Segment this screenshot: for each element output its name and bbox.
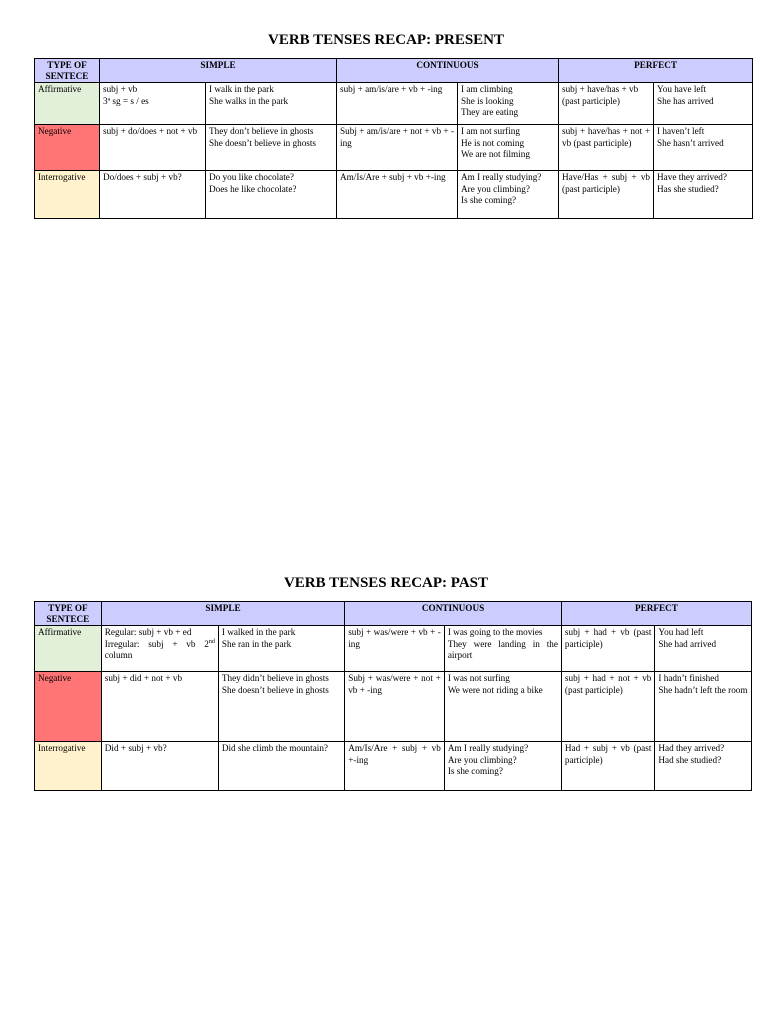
table-row: [35, 742, 752, 791]
continuous-rule: Subj + am/is/are + not + vb + -ing: [337, 125, 458, 171]
perfect-rule: subj + had + not + vb (past participle): [561, 672, 654, 742]
perfect-rule: subj + had + vb (past participle): [561, 626, 654, 672]
type-of-sentence-header: TYPE OF SENTECE: [35, 602, 102, 626]
perfect-rule: Have/Has + subj + vb (past participle): [559, 171, 654, 219]
perfect-examples: You have left She has arrived: [654, 83, 753, 125]
past-table: [34, 601, 752, 791]
simple-header: SIMPLE: [100, 59, 337, 83]
perfect-examples: Have they arrived? Has she studied?: [654, 171, 753, 219]
past-title: VERB TENSES RECAP: PAST: [283, 575, 489, 591]
continuous-rule: subj + am/is/are + vb + -ing: [337, 83, 458, 125]
perfect-header: PERFECT: [561, 602, 751, 626]
perfect-examples: I hadn’t finished She hadn’t left the room: [655, 672, 752, 742]
continuous-examples: I was not surfing We were not riding a bike: [444, 672, 561, 742]
continuous-rule: subj + was/were + vb + -ing: [345, 626, 445, 672]
present-title: VERB TENSES RECAP: PRESENT: [267, 32, 505, 48]
continuous-examples: I was going to the movies They were landing in the airport: [444, 626, 561, 672]
simple-examples: They don’t believe in ghosts She doesn’t believe in ghosts: [206, 125, 337, 171]
row-type-affirmative: Affirmative: [35, 83, 100, 125]
simple-examples: I walk in the park She walks in the park: [206, 83, 337, 125]
continuous-rule: Subj + was/were + not + vb + -ing: [345, 672, 445, 742]
simple-rule: Regular: subj + vb + ed Irregular: subj + vb 2nd column: [101, 626, 218, 672]
past-section: [34, 573, 752, 791]
table-row: [35, 83, 753, 125]
simple-rule: subj + do/does + not + vb: [100, 125, 206, 171]
perfect-header: PERFECT: [559, 59, 753, 83]
row-type-negative: Negative: [35, 672, 102, 742]
simple-rule: subj + vb 3ª sg = s / es: [100, 83, 206, 125]
continuous-examples: Am I really studying? Are you climbing? Is she coming?: [444, 742, 561, 791]
simple-examples: Do you like chocolate? Does he like chocolate?: [206, 171, 337, 219]
continuous-examples: I am not surfing He is not coming We are not filming: [458, 125, 559, 171]
present-table: [34, 58, 753, 219]
continuous-examples: I am climbing She is looking They are eating: [458, 83, 559, 125]
type-of-sentence-header: TYPE OF SENTECE: [35, 59, 100, 83]
row-type-interrogative: Interrogative: [35, 742, 102, 791]
continuous-header: CONTINUOUS: [337, 59, 559, 83]
table-row: [35, 626, 752, 672]
row-type-negative: Negative: [35, 125, 100, 171]
perfect-rule: subj + have/has + not + vb (past participle): [559, 125, 654, 171]
simple-rule: Did + subj + vb?: [101, 742, 218, 791]
row-type-interrogative: Interrogative: [35, 171, 100, 219]
simple-header: SIMPLE: [101, 602, 344, 626]
perfect-examples: I haven’t left She hasn’t arrived: [654, 125, 753, 171]
table-row: [35, 125, 753, 171]
simple-examples: I walked in the park She ran in the park: [218, 626, 344, 672]
perfect-rule: Had + subj + vb (past participle): [561, 742, 654, 791]
continuous-header: CONTINUOUS: [345, 602, 562, 626]
table-row: [35, 171, 753, 219]
continuous-rule: Am/Is/Are + subj + vb +-ing: [345, 742, 445, 791]
perfect-rule: subj + have/has + vb (past participle): [559, 83, 654, 125]
row-type-affirmative: Affirmative: [35, 626, 102, 672]
simple-rule: Do/does + subj + vb?: [100, 171, 206, 219]
continuous-examples: Am I really studying? Are you climbing? Is she coming?: [458, 171, 559, 219]
perfect-examples: You had left She had arrived: [655, 626, 752, 672]
continuous-rule: Am/Is/Are + subj + vb +-ing: [337, 171, 458, 219]
simple-rule: subj + did + not + vb: [101, 672, 218, 742]
simple-examples: Did she climb the mountain?: [218, 742, 344, 791]
perfect-examples: Had they arrived? Had she studied?: [655, 742, 752, 791]
present-section: [34, 30, 752, 219]
table-row: [35, 672, 752, 742]
simple-examples: They didn’t believe in ghosts She doesn’t believe in ghosts: [218, 672, 344, 742]
